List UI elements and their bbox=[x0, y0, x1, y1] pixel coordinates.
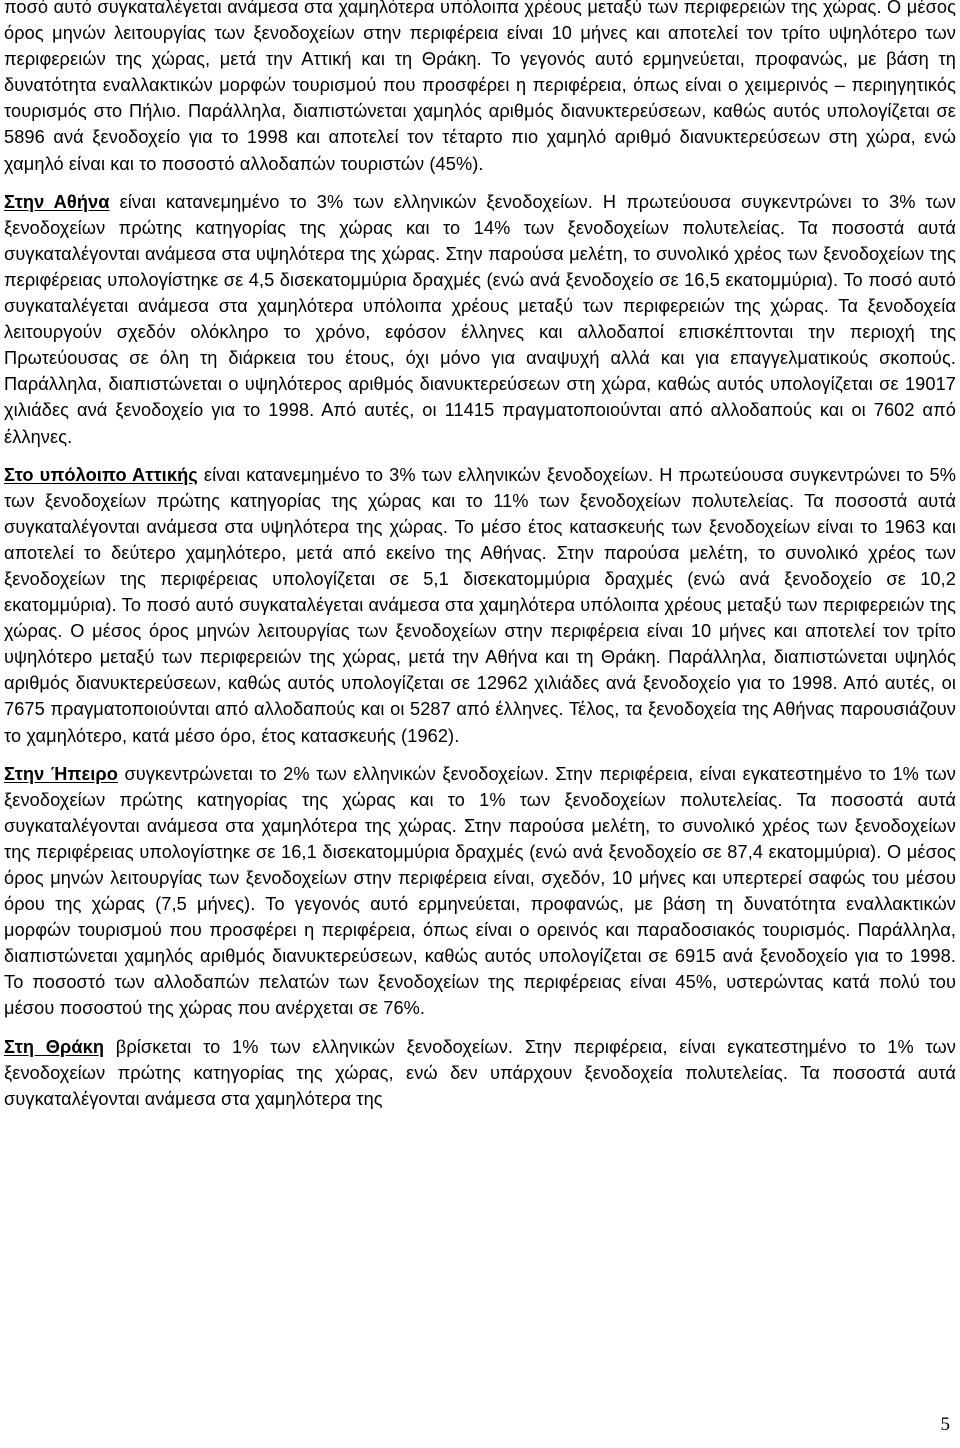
paragraph-body: συγκεντρώνεται το 2% των ελληνικών ξενοδοχείων. Στην περιφέρεια, είναι εγκατεστημένο το 1% των ξενοδοχείων πρώτης κατηγορίας της χώρας και το 1% των ξενοδοχείων πολυτελείας. Τα ποσοστά αυτά συγκαταλέγονται ανάμεσα στα χαμηλότερα της χώρας. Στην παρούσα μελέτη, το συνολικό χρέος των ξενοδοχείων της περιφέρειας υπολογίστηκε σε 16,1 δισεκατομμύρια δραχμές (ενώ ανά ξενοδοχείο σε 87,4 εκατομμύρια). Ο μέσος όρος μηνών λειτουργίας των ξενοδοχείων στην περιφέρεια είναι, σχεδόν, 10 μήνες και υπερτερεί σαφώς του μέσου όρου της χώρας (7,5 μήνες). Το γεγονός αυτό ερμηνεύεται, προφανώς, με βάση τη δυνατότητα εναλλακτικών μορφών τουρισμού που προσφέρει η περιφέρεια, όπως είναι ο ορεινός και παραδοσιακός τουρισμός. Παράλληλα, διαπιστώνεται χαμηλός αριθμός διανυκτερεύσεων, καθώς αυτός υπολογίζεται σε 6915 ανά ξενοδοχείο για το 1998. Το ποσοστό των αλλοδαπών πελατών των ξενοδοχείων της περιφέρειας είναι 45%, υστερώντας κατά πολύ του μέσου ποσοστού της χώρας που ανέρχεται σε 76%. bbox=[4, 763, 956, 1019]
paragraph-body: είναι κατανεμημένο το 3% των ελληνικών ξενοδοχείων. Η πρωτεύουσα συγκεντρώνει το 5% των ξενοδοχείων πρώτης κατηγορίας της χώρας και το 11% των ξενοδοχείων πολυτελείας. Τα ποσοστά αυτά συγκαταλέγονται ανάμεσα στα υψηλότερα της χώρας. Το μέσο έτος κατασκευής των ξενοδοχείων είναι το 1963 και αποτελεί το δεύτερο χαμηλότερο, μετά από εκείνο της Αθήνας. Στην παρούσα μελέτη, το συνολικό χρέος των ξενοδοχείων της περιφέρειας υπολογίζεται σε 5,1 δισεκατομμύρια δραχμές (ενώ ανά ξενοδοχείο σε 10,2 εκατομμύρια). Το ποσό αυτό συγκαταλέγεται ανάμεσα στα χαμηλότερα υπόλοιπα χρέους μεταξύ των περιφερειών της χώρας. Ο μέσος όρος μηνών λειτουργίας των ξενοδοχείων στην περιφέρεια είναι 10 μήνες και αποτελεί τον τρίτο υψηλότερο μεταξύ των περιφερειών της χώρας, μετά την Αθήνα και τη Θράκη. Παράλληλα, διαπιστώνεται υψηλός αριθμός διανυκτερεύσεων, καθώς αυτός υπολογίζεται σε 12962 χιλιάδες ανά ξενοδοχείο για το 1998. Από αυτές, οι 7675 πραγματοποιούνται από αλλοδαπούς και οι 5287 από έλληνες. Τέλος, τα ξενοδοχεία της Αθήνας παρουσιάζουν το χαμηλότερο, κατά μέσο όρο, έτος κατασκευής (1962). bbox=[4, 464, 956, 746]
paragraph-body: βρίσκεται το 1% των ελληνικών ξενοδοχείων. Στην περιφέρεια, είναι εγκατεστημένο το 1% των ξενοδοχείων πρώτης κατηγορίας της χώρας, ενώ δεν υπάρχουν ξενοδοχεία πολυτελείας. Τα ποσοστά αυτά συγκαταλέγονται ανάμεσα στα χαμηλότερα της bbox=[4, 1036, 956, 1109]
paragraph-rest-of-attica bbox=[4, 462, 956, 749]
paragraph-thrace bbox=[4, 1034, 956, 1112]
paragraph-continuation bbox=[4, 0, 956, 177]
paragraph-athens bbox=[4, 189, 956, 450]
paragraph-body: είναι κατανεμημένο το 3% των ελληνικών ξενοδοχείων. Η πρωτεύουσα συγκεντρώνει το 3% των ξενοδοχείων πρώτης κατηγορίας της χώρας και το 14% των ξενοδοχείων πολυτελείας. Τα ποσοστά αυτά συγκαταλέγονται ανάμεσα στα υψηλότερα της χώρας. Στην παρούσα μελέτη, το συνολικό χρέος των ξενοδοχείων της περιφέρειας υπολογίστηκε σε 4,5 δισεκατομμύρια δραχμές (ενώ ανά ξενοδοχείο σε 16,5 εκατομμύρια). Το ποσό αυτό συγκαταλέγεται ανάμεσα στα χαμηλότερα υπόλοιπα χρέους μεταξύ των περιφερειών της χώρας. Τα ξενοδοχεία λειτουργούν σχεδόν ολόκληρο το χρόνο, εφόσον έλληνες και αλλοδαποί επισκέπτονται την περιοχή της Πρωτεύουσας σε όλη τη διάρκεια του έτους, όχι μόνο για αναψυχή αλλά και για επαγγελματικούς σκοπούς. Παράλληλα, διαπιστώνεται ο υψηλότερος αριθμός διανυκτερεύσεων στη χώρα, καθώς αυτός υπολογίζεται σε 19017 χιλιάδες ανά ξενοδοχείο για το 1998. Από αυτές, οι 11415 πραγματοποιούνται από αλλοδαπούς και οι 7602 από έλληνες. bbox=[4, 191, 957, 447]
region-heading-rest-of-attica: Στο υπόλοιπο Αττικής bbox=[4, 464, 198, 485]
paragraph-epirus bbox=[4, 761, 956, 1022]
region-heading-epirus: Στην Ήπειρο bbox=[4, 763, 118, 784]
document-page bbox=[4, 0, 956, 1112]
region-heading-thrace: Στη Θράκη bbox=[4, 1036, 105, 1057]
page-number: 5 bbox=[940, 1414, 950, 1435]
region-heading-athens: Στην Αθήνα bbox=[4, 191, 110, 212]
paragraph-body: ποσό αυτό συγκαταλέγεται ανάμεσα στα χαμηλότερα υπόλοιπα χρέους μεταξύ των περιφερειών της χώρας. Ο μέσος όρος μηνών λειτουργίας των ξενοδοχείων στην περιφέρεια είναι 10 μήνες και αποτελεί τον τρίτο υψηλότερο των περιφερειών της χώρας, μετά την Αττική και τη Θράκη. Το γεγονός αυτό ερμηνεύεται, προφανώς, με βάση τη δυνατότητα εναλλακτικών μορφών τουρισμού που προσφέρει η περιφέρεια, όπως είναι ο χειμερινός – περιηγητικός τουρισμός στο Πήλιο. Παράλληλα, διαπιστώνεται χαμηλός αριθμός διανυκτερεύσεων, καθώς αυτός υπολογίζεται σε 5896 ανά ξενοδοχείο για το 1998 και αποτελεί τον τέταρτο πιο χαμηλό αριθμό διανυκτερεύσεων στη χώρα, ενώ χαμηλό είναι και το ποσοστό αλλοδαπών τουριστών (45%). bbox=[4, 0, 956, 174]
